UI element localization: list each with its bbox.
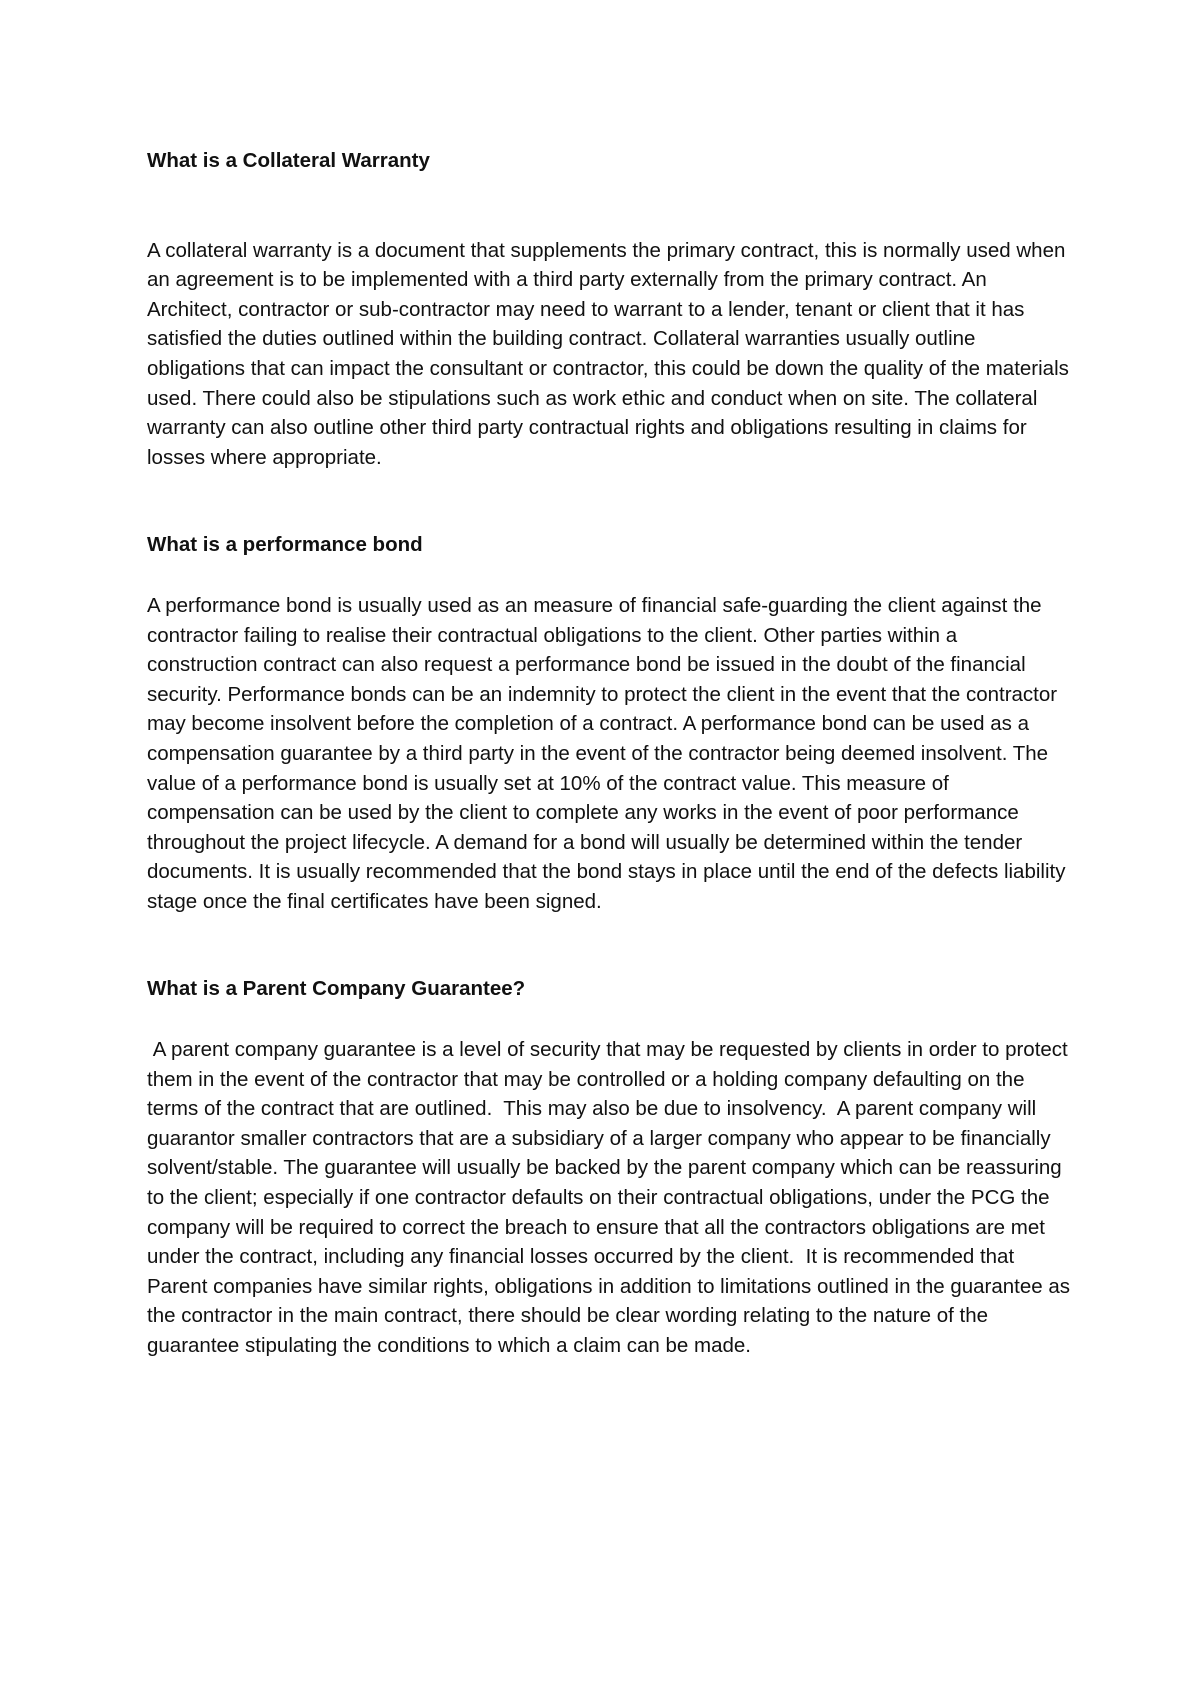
section-heading-performance-bond: What is a performance bond [147, 533, 423, 557]
section-body-collateral-warranty: A collateral warranty is a document that supplements the primary contract, this is normally used when an agreement is to be implemented with a third party externally from the primary contract. An Architect, contractor or sub-contractor may need to warrant to a lender, tenant or client that it has satisfied the duties outlined within the building contract. Collateral warranties usually outline obligations that can impact the consultant or contractor, this could be down the quality of the materials used. There could also be stipulations such as work ethic and conduct when on site. The collateral warranty can also outline other third party contractual rights and obligations resulting in claims for losses where appropriate. [147, 238, 1069, 469]
document-content [147, 146, 1076, 1361]
section-heading-parent-company-guarantee: What is a Parent Company Guarantee? [147, 977, 526, 1001]
section-body-parent-company-guarantee: A parent company guarantee is a level of security that may be requested by clients in order to protect them in the event of the contractor that may be controlled or a holding company defaulting on the terms of the contract that are outlined. This may also be due to insolvency. A parent company will guarantor smaller contractors that are a subsidiary of a larger company who appear to be financially solvent/stable. The guarantee will usually be backed by the parent company which can be reassuring to the client; especially if one contractor defaults on their contractual obligations, under the PCG the company will be required to correct the breach to ensure that all the contractors obligations are met under the contract, including any financial losses occurred by the client. It is recommended that Parent companies have similar rights, obligations in addition to limitations outlined in the guarantee as the contractor in the main contract, there should be clear wording relating to the nature of the guarantee stipulating the conditions to which a claim can be made. [147, 1038, 1076, 1357]
section-body-performance-bond: A performance bond is usually used as an measure of financial safe-guarding the client against the contractor failing to realise their contractual obligations to the client. Other parties within a construction contract can also request a performance bond be issued in the doubt of the financial security. Performance bonds can be an indemnity to protect the client in the event that the contractor may become insolvent before the completion of a contract. A performance bond can be used as a compensation guarantee by a third party in the event of the contractor being deemed insolvent. The value of a performance bond is usually set at 10% of the contract value. This measure of compensation can be used by the client to complete any works in the event of poor performance throughout the project lifecycle. A demand for a bond will usually be determined within the tender documents. It is usually recommended that the bond stays in place until the end of the defects liability stage once the final certificates have been signed. [147, 593, 1066, 913]
section-heading-collateral-warranty: What is a Collateral Warranty [147, 149, 430, 172]
